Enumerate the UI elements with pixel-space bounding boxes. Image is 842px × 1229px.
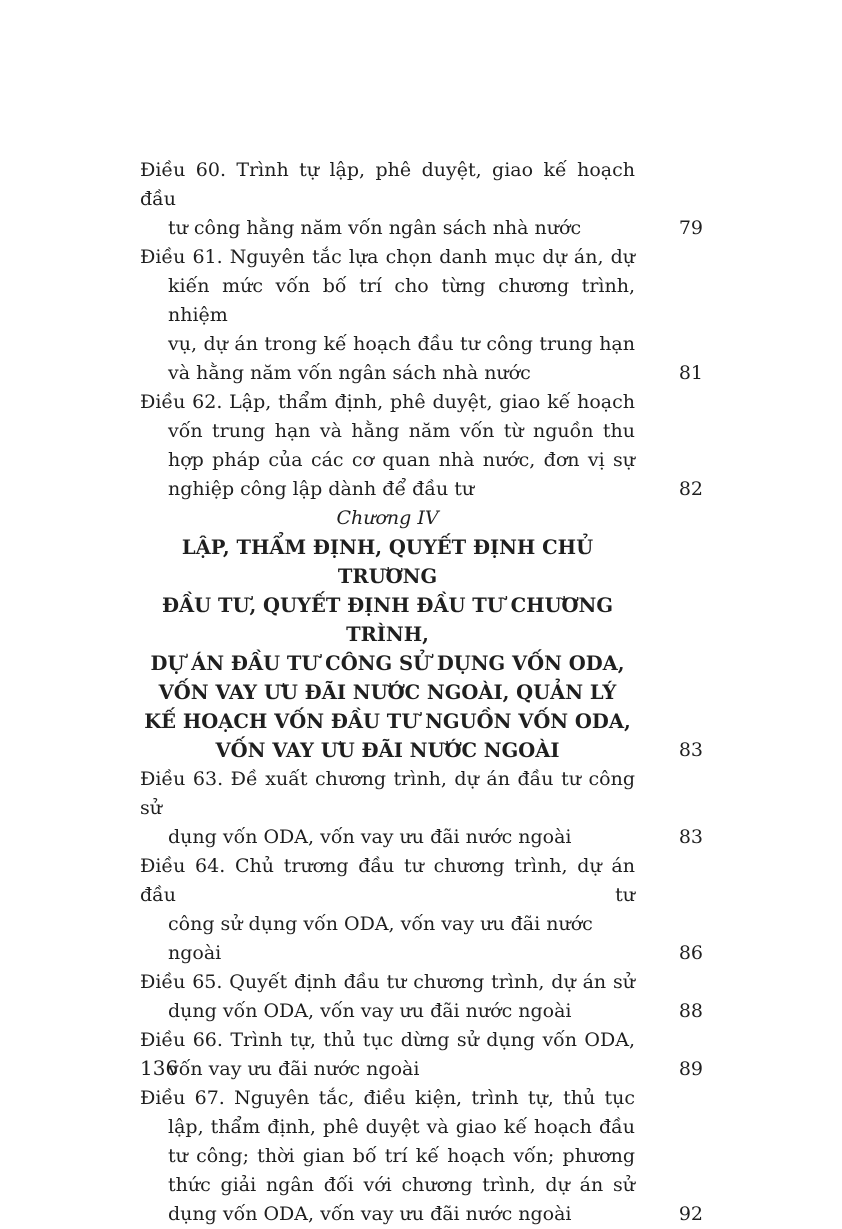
toc-page-ref: 86 xyxy=(678,942,703,964)
toc-text-line: KẾ HOẠCH VỐN ĐẦU TƯ NGUỒN VỐN ODA, xyxy=(144,710,631,733)
toc-page-ref: 83 xyxy=(678,739,703,761)
toc-page-ref: 83 xyxy=(678,826,703,848)
toc-text-line: Điều 63. Đề xuất chương trình, dự án đầu tư công sử xyxy=(140,768,635,819)
toc-page-ref: 82 xyxy=(678,478,703,500)
toc-text-line: nghiệp công lập dành để đầu tư xyxy=(168,478,475,500)
toc-list xyxy=(140,156,703,1229)
toc-text-line: thức giải ngân đối với chương trình, dự án sử xyxy=(168,1174,635,1196)
toc-article xyxy=(140,968,703,1026)
toc-text-line: LẬP, THẨM ĐỊNH, QUYẾT ĐỊNH CHỦ TRƯƠNG xyxy=(181,536,594,588)
toc-page-ref: 92 xyxy=(678,1203,703,1225)
toc-text-line: vốn trung hạn và hằng năm vốn từ nguồn thu xyxy=(168,420,635,442)
toc-text-line: vụ, dự án trong kế hoạch đầu tư công trung hạn xyxy=(168,333,635,355)
toc-text-line: Điều 66. Trình tự, thủ tục dừng sử dụng vốn ODA, xyxy=(140,1029,635,1051)
toc-text-line: vốn vay ưu đãi nước ngoài xyxy=(168,1058,420,1080)
toc-article xyxy=(140,765,703,852)
toc-text-line: DỰ ÁN ĐẦU TƯ CÔNG SỬ DỤNG VỐN ODA, xyxy=(150,652,625,675)
toc-chapter-label xyxy=(140,504,703,533)
toc-text-line: Chương IV xyxy=(336,507,439,529)
toc-page-ref: 81 xyxy=(678,362,703,384)
toc-text-line: Điều 67. Nguyên tắc, điều kiện, trình tự, thủ tục xyxy=(140,1087,635,1109)
toc-text-line: công sử dụng vốn ODA, vốn vay ưu đãi nước ngoài xyxy=(168,913,593,964)
toc-text-line: VỐN VAY ƯU ĐÃI NƯỚC NGOÀI xyxy=(215,739,560,762)
toc-article xyxy=(140,852,703,968)
toc-article xyxy=(140,388,703,504)
toc-article xyxy=(140,243,703,388)
toc-article xyxy=(140,156,703,243)
toc-text-line: VỐN VAY ƯU ĐÃI NƯỚC NGOÀI, QUẢN LÝ xyxy=(158,681,617,704)
toc-article xyxy=(140,1084,703,1229)
toc-text-line: dụng vốn ODA, vốn vay ưu đãi nước ngoài xyxy=(168,1203,572,1225)
toc-text-line: và hằng năm vốn ngân sách nhà nước xyxy=(168,362,531,384)
page-folio: 136 xyxy=(140,1056,179,1080)
toc-text-line: Điều 62. Lập, thẩm định, phê duyệt, giao kế hoạch xyxy=(140,391,635,413)
toc-chapter-title xyxy=(140,533,703,765)
toc-text-line: ĐẦU TƯ, QUYẾT ĐỊNH ĐẦU TƯ CHƯƠNG TRÌNH, xyxy=(161,594,614,646)
toc-page-ref: 88 xyxy=(678,1000,703,1022)
toc-page-ref: 79 xyxy=(678,217,703,239)
toc-text-line: Điều 65. Quyết định đầu tư chương trình, dự án sử xyxy=(140,971,635,993)
toc-article xyxy=(140,1026,703,1084)
toc-text-line: Điều 61. Nguyên tắc lựa chọn danh mục dự án, dự xyxy=(140,246,635,268)
toc-text-line: Điều 60. Trình tự lập, phê duyệt, giao kế hoạch đầu xyxy=(140,159,635,210)
toc-text-line: dụng vốn ODA, vốn vay ưu đãi nước ngoài xyxy=(168,826,572,848)
toc-text-line: kiến mức vốn bố trí cho từng chương trình, nhiệm xyxy=(168,275,635,326)
toc-text-line: lập, thẩm định, phê duyệt và giao kế hoạch đầu xyxy=(168,1116,635,1138)
toc-text-line: tư công hằng năm vốn ngân sách nhà nước xyxy=(168,217,582,239)
toc-text-line: tư công; thời gian bố trí kế hoạch vốn; phương xyxy=(168,1145,635,1167)
toc-text-line: dụng vốn ODA, vốn vay ưu đãi nước ngoài xyxy=(168,1000,572,1022)
toc-text-line: hợp pháp của các cơ quan nhà nước, đơn vị sự xyxy=(168,449,635,471)
toc-text-line: Điều 64. Chủ trương đầu tư chương trình, dự án đầu tư xyxy=(140,855,635,906)
toc-page-ref: 89 xyxy=(678,1058,703,1080)
